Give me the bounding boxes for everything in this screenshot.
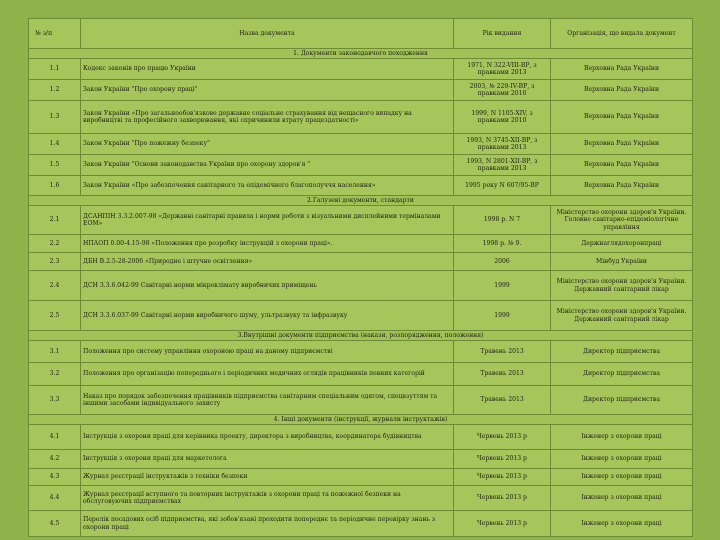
row-number: 3.2 — [29, 363, 81, 386]
row-number: 3.3 — [29, 386, 81, 415]
header-num: № з/п — [29, 19, 81, 49]
document-name: Перелік посадових осіб підприємства, які зобов'язані проходити попереднє та періодичне перевірку знань з охорони праці — [81, 511, 454, 537]
issuing-organization: Інженер з охорони праці — [551, 469, 693, 486]
table-row — [29, 80, 693, 101]
document-name: ДСН 3.3.6.042-99 Санітарні норми мікроклімату виробничих приміщень — [81, 271, 454, 301]
row-number: 1.3 — [29, 101, 81, 134]
issuing-organization: Міністерство охорони здоров'я України. Державний санітарний лікар — [551, 271, 693, 301]
document-name: Закон України "Про пожежну безпеку" — [81, 134, 454, 155]
table-row — [29, 59, 693, 80]
issue-year: 1999, N 1105-XIV, з правками 2010 — [454, 101, 551, 134]
issue-year: 2003, № 229-IV-ВР, з правками 2010 — [454, 80, 551, 101]
issuing-organization: Інженер з охорони праці — [551, 425, 693, 450]
issuing-organization: Держнаглядохоронпраці — [551, 235, 693, 253]
issue-year: Червень 2013 р — [454, 486, 551, 511]
issuing-organization: Верховна Рада України — [551, 176, 693, 196]
row-number: 4.2 — [29, 450, 81, 469]
issuing-organization: Інженер з охорони праці — [551, 486, 693, 511]
table-row — [29, 235, 693, 253]
row-number: 1.2 — [29, 80, 81, 101]
table-row — [29, 301, 693, 331]
issue-year: Червень 2013 р — [454, 511, 551, 537]
issuing-organization: Інженер з охорони праці — [551, 511, 693, 537]
row-number: 1.6 — [29, 176, 81, 196]
issuing-organization: Директор підприємства — [551, 386, 693, 415]
issue-year: 1999 — [454, 301, 551, 331]
table-header-row — [29, 19, 693, 49]
document-name: Закон України «Про загальнообов'язкове державне соціальне страхування від нещасного випадку на виробництві та професійного захворювання, які спричинили втрату працездатності» — [81, 101, 454, 134]
row-number: 1.4 — [29, 134, 81, 155]
table-row — [29, 101, 693, 134]
issue-year: 1995 року N 607/95-ВР — [454, 176, 551, 196]
issuing-organization: Інженер з охорони праці — [551, 450, 693, 469]
table-body — [29, 49, 693, 537]
issuing-organization: Верховна Рада України — [551, 80, 693, 101]
issuing-organization: Директор підприємства — [551, 363, 693, 386]
document-name: Закон України «Про забезпечення санітарного та епідемічного благополуччя населення» — [81, 176, 454, 196]
row-number: 2.2 — [29, 235, 81, 253]
row-number: 2.4 — [29, 271, 81, 301]
document-name: ДСН 3.3.6.037-99 Санітарні норми виробничого шуму, ультразвуку та інфразвуку — [81, 301, 454, 331]
table-row — [29, 206, 693, 235]
row-number: 4.5 — [29, 511, 81, 537]
issuing-organization: Верховна Рада України — [551, 101, 693, 134]
section-row — [29, 196, 693, 206]
table-row — [29, 271, 693, 301]
document-name: Журнал реєстрації вступного та повторних інструктажів з охорони праці та пожежної безпеки на обслуговуючих підприємствах — [81, 486, 454, 511]
issue-year: 1971, N 322-VIII-ВР, з правками 2013 — [454, 59, 551, 80]
issue-year: Червень 2013 р — [454, 450, 551, 469]
issue-year: 1993, N 2801-XII-ВР, з правками 2013 — [454, 155, 551, 176]
issuing-organization: Верховна Рада України — [551, 59, 693, 80]
document-name: Наказ про порядок забезпечення працівників підприємства санітарним спеціальним одягом, спецвзуттям та іншими засобами індивідуального захисту — [81, 386, 454, 415]
row-number: 2.5 — [29, 301, 81, 331]
row-number: 3.1 — [29, 341, 81, 363]
row-number: 1.1 — [29, 59, 81, 80]
document-name: Положення про систему управління охороною праці на даному підприємстві — [81, 341, 454, 363]
document-name: Положення про організацію попереднього і періодичних медичних оглядів працівників певних категорій — [81, 363, 454, 386]
table-row — [29, 176, 693, 196]
issue-year: 2006 — [454, 253, 551, 271]
row-number: 4.1 — [29, 425, 81, 450]
header-org: Організація, що видала документ — [551, 19, 693, 49]
section-row — [29, 49, 693, 59]
header-name: Назва документа — [81, 19, 454, 49]
section-row — [29, 331, 693, 341]
document-name: ДСАНПІН 3.3.2.007-98 «Державні санітарні правила і норми роботи з візуальними дисплейними терміналами ЕОМ» — [81, 206, 454, 235]
section-title: 1. Документи законодавчого походження — [29, 49, 693, 59]
table-row — [29, 425, 693, 450]
table-row — [29, 469, 693, 486]
issue-year: 1998 р. № 9. — [454, 235, 551, 253]
section-title: 2.Галузеві документи, стандарти — [29, 196, 693, 206]
table-row — [29, 253, 693, 271]
issue-year: Травень 2013 — [454, 386, 551, 415]
issuing-organization: Директор підприємства — [551, 341, 693, 363]
header-year: Рік видання — [454, 19, 551, 49]
document-name: Інструкція з охорони праці для керівника проекту, директора з виробництва, координатора будівництва — [81, 425, 454, 450]
issuing-organization: Мінбуд України — [551, 253, 693, 271]
issue-year: Червень 2013 р — [454, 469, 551, 486]
issuing-organization: Міністерство охорони здоров'я України. Державний санітарний лікар — [551, 301, 693, 331]
row-number: 4.3 — [29, 469, 81, 486]
table-row — [29, 155, 693, 176]
table-row — [29, 511, 693, 537]
issue-year: 1999 — [454, 271, 551, 301]
table-row — [29, 341, 693, 363]
table-row — [29, 134, 693, 155]
table-row — [29, 450, 693, 469]
row-number: 2.3 — [29, 253, 81, 271]
document-name: Кодекс законів про працю України — [81, 59, 454, 80]
row-number: 4.4 — [29, 486, 81, 511]
row-number: 2.1 — [29, 206, 81, 235]
issue-year: 1993, N 3745-XII-ВР, з правками 2013 — [454, 134, 551, 155]
documents-table — [28, 18, 693, 537]
document-name: Закон України "Про охорону праці" — [81, 80, 454, 101]
section-row — [29, 415, 693, 425]
issuing-organization: Міністерство охорони здоров'я України. Головне санітарно-епідеміологічне управління — [551, 206, 693, 235]
section-title: 4. Інші документи (інструкції, журнали інструктажів) — [29, 415, 693, 425]
document-name: ДБН В.2.5-28-2006 «Природне і штучне освітлення» — [81, 253, 454, 271]
document-name: НПАОП 0.00-4.15-98 «Положення про розробку інструкцій з охорони праці». — [81, 235, 454, 253]
document-name: Закон України "Основи законодавства України про охорону здоров'я " — [81, 155, 454, 176]
document-name: Інструкція з охорони праці для маркетолога — [81, 450, 454, 469]
issue-year: Травень 2013 — [454, 341, 551, 363]
document-name: Журнал реєстрації інструктажів з техніки безпеки — [81, 469, 454, 486]
document-sheet — [28, 18, 692, 536]
table-row — [29, 486, 693, 511]
table-row — [29, 363, 693, 386]
row-number: 1.5 — [29, 155, 81, 176]
issue-year: 1998 р. N 7 — [454, 206, 551, 235]
issue-year: Червень 2013 р — [454, 425, 551, 450]
issue-year: Травень 2013 — [454, 363, 551, 386]
issuing-organization: Верховна Рада України — [551, 155, 693, 176]
table-row — [29, 386, 693, 415]
section-title: 3.Внутрішні документи підприємства (накази, розпорядження, положення) — [29, 331, 693, 341]
issuing-organization: Верховна Рада України — [551, 134, 693, 155]
